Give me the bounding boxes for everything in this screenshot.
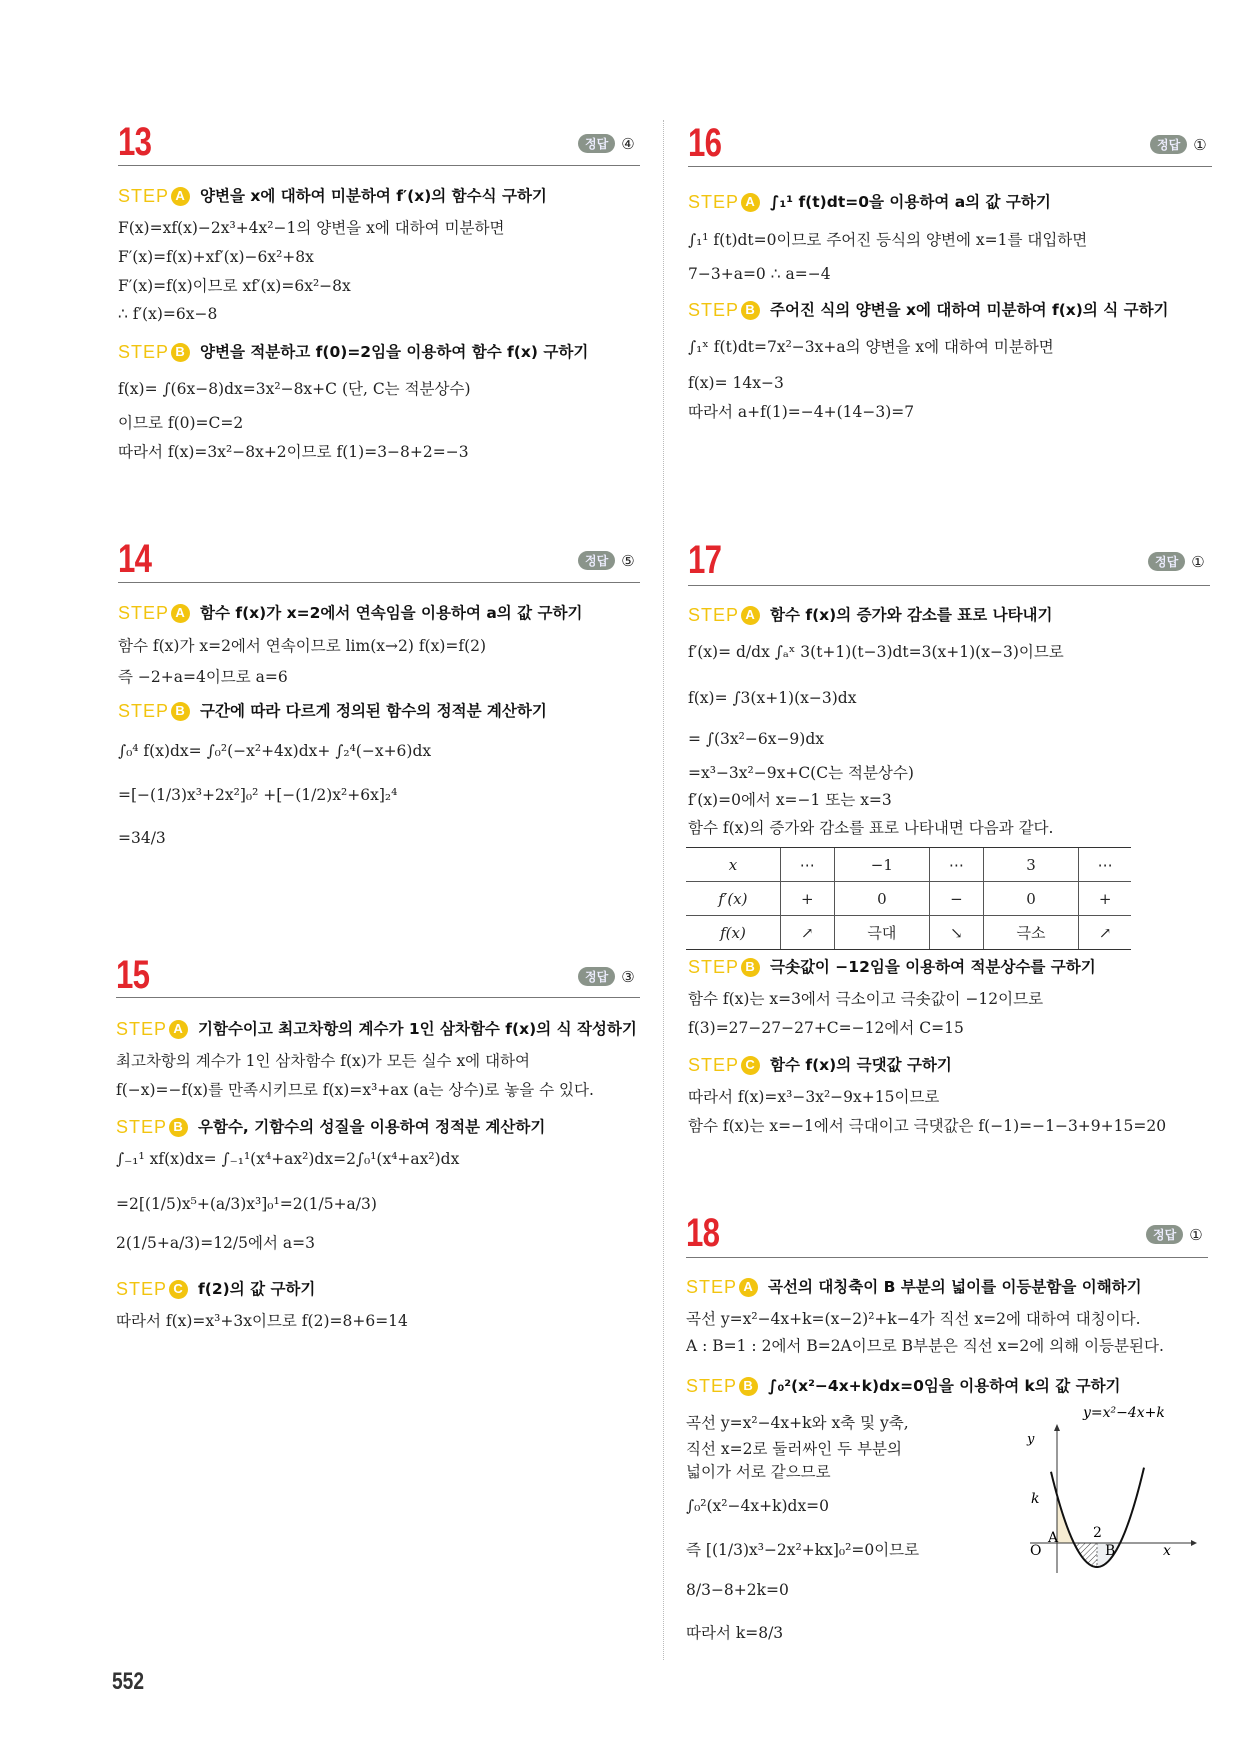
solution-line: =[−(1/3)x³+2x²]₀² +[−(1/2)x²+6x]₂⁴ [118, 786, 398, 804]
step-letter-icon: C [169, 1280, 188, 1299]
answer-badge: 정답 [1146, 1225, 1183, 1244]
solution-line: 따라서 a+f(1)=−4+(14−3)=7 [688, 403, 915, 421]
step-letter-icon: C [741, 1056, 760, 1075]
step-heading [688, 299, 1169, 321]
solution-line: ∫₁¹ f(t)dt=0이므로 주어진 등식의 양변에 x=1를 대입하면 [688, 231, 1088, 249]
step-word: STEP [118, 186, 170, 206]
step-letter-icon: B [741, 958, 760, 977]
step-word: STEP [688, 192, 740, 212]
solution-line: ∴ f′(x)=6x−8 [118, 305, 218, 323]
table-row [686, 916, 1131, 950]
step-title: ∫₀²(x²−4x+k)dx=0임을 이용하여 k의 값 구하기 [768, 1377, 1121, 1395]
step-heading [118, 185, 547, 207]
question-number: 17 [688, 538, 722, 582]
solution-line: f(−x)=−f(x)를 만족시키므로 f(x)=x³+ax (a는 상수)로 놓을 수 있다. [116, 1081, 594, 1099]
step-letter-icon: B [739, 1377, 758, 1396]
table-cell: 3 [983, 848, 1078, 882]
step-heading [118, 700, 547, 722]
section-rule [118, 165, 640, 166]
step-title: 주어진 식의 양변을 x에 대하여 미분하여 f(x)의 식 구하기 [770, 301, 1169, 319]
section-rule [116, 997, 640, 998]
table-cell: + [780, 882, 834, 916]
table-cell: 극소 [983, 916, 1078, 950]
step-tag [686, 1276, 758, 1298]
step-letter-icon: B [741, 301, 760, 320]
solution-line: ∫₀²(x²−4x+k)dx=0 [686, 1497, 830, 1515]
answer-indicator [1146, 1225, 1203, 1244]
answer-badge: 정답 [578, 967, 615, 986]
step-heading [116, 1116, 545, 1138]
step-letter-icon: A [171, 187, 190, 206]
step-heading [688, 956, 1096, 978]
table-cell: −1 [834, 848, 929, 882]
step-tag [118, 602, 190, 624]
solution-line: 이므로 f(0)=C=2 [118, 414, 244, 432]
solution-line: ∫₋₁¹ xf(x)dx= ∫₋₁¹(x⁴+ax²)dx=2∫₀¹(x⁴+ax²)dx [116, 1150, 460, 1168]
step-heading [118, 341, 588, 363]
answer-value: ① [1189, 1225, 1203, 1244]
step-tag [118, 341, 190, 363]
step-title: ∫₁¹ f(t)dt=0을 이용하여 a의 값 구하기 [770, 193, 1051, 211]
step-word: STEP [118, 701, 170, 721]
solution-line: 즉 [(1/3)x³−2x²+kx]₀²=0이므로 [686, 1541, 920, 1559]
answer-badge: 정답 [578, 134, 615, 153]
section-rule [688, 166, 1212, 167]
step-letter-icon: A [741, 606, 760, 625]
solution-line: 7−3+a=0 ∴ a=−4 [688, 265, 831, 283]
section-rule [118, 582, 640, 583]
column-divider [663, 120, 664, 1660]
table-cell: ⋯ [930, 848, 984, 882]
answer-value: ③ [621, 967, 635, 986]
answer-indicator [578, 967, 635, 986]
table-row [686, 848, 1131, 882]
table-cell: x [686, 848, 780, 882]
answer-indicator [578, 134, 635, 153]
table-cell: ↗ [780, 916, 834, 950]
step-letter-icon: B [171, 702, 190, 721]
answer-value: ⑤ [621, 551, 635, 570]
origin-label: O [1030, 1543, 1042, 1559]
increase-decrease-table [686, 847, 1131, 950]
step-heading [686, 1375, 1121, 1397]
step-tag [688, 604, 760, 626]
question-number: 15 [116, 953, 150, 997]
solution-line: 2(1/5+a/3)=12/5에서 a=3 [116, 1234, 315, 1252]
step-tag [116, 1116, 188, 1138]
table-cell: + [1079, 882, 1131, 916]
answer-badge: 정답 [578, 551, 615, 570]
y-axis-arrow-icon [1054, 1424, 1060, 1431]
solution-line: 함수 f(x)가 x=2에서 연속이므로 lim(x→2) f(x)=f(2) [118, 637, 487, 655]
solution-line: 따라서 f(x)=3x²−8x+2이므로 f(1)=3−8+2=−3 [118, 443, 469, 461]
x-axis-label: x [1163, 1543, 1171, 1559]
step-heading [686, 1276, 1142, 1298]
step-word: STEP [116, 1019, 168, 1039]
step-letter-icon: A [169, 1020, 188, 1039]
step-title: 기함수이고 최고차항의 계수가 1인 삼차함수 f(x)의 식 작성하기 [198, 1020, 637, 1038]
table-cell: ⋯ [780, 848, 834, 882]
step-letter-icon: B [171, 343, 190, 362]
question-number: 14 [118, 537, 152, 581]
solution-line: 최고차항의 계수가 1인 삼차함수 f(x)가 모든 실수 x에 대하여 [116, 1052, 530, 1070]
answer-value: ④ [621, 134, 635, 153]
step-letter-icon: A [739, 1278, 758, 1297]
solution-line: 넓이가 서로 같으므로 [686, 1463, 831, 1481]
step-heading [688, 191, 1051, 213]
step-title: 극솟값이 −12임을 이용하여 적분상수를 구하기 [770, 958, 1096, 976]
solution-line: 따라서 f(x)=x³+3x이므로 f(2)=8+6=14 [116, 1312, 408, 1330]
step-heading [116, 1278, 315, 1300]
step-word: STEP [118, 342, 170, 362]
table-cell: ↘ [930, 916, 984, 950]
x-axis-arrow-icon [1191, 1540, 1197, 1546]
solution-line: F(x)=xf(x)−2x³+4x²−1의 양변을 x에 대하여 미분하면 [118, 219, 505, 237]
region-a-label: A [1048, 1530, 1059, 1546]
answer-indicator [1148, 552, 1205, 571]
solution-line: f′(x)=0에서 x=−1 또는 x=3 [688, 791, 892, 809]
table-cell: f′(x) [686, 882, 780, 916]
solution-line: ∫₁ˣ f(t)dt=7x²−3x+a의 양변을 x에 대하여 미분하면 [688, 338, 1054, 356]
page-number: 552 [112, 1668, 145, 1695]
table-cell: ⋯ [1079, 848, 1131, 882]
solution-line: f(x)= ∫(6x−8)dx=3x²−8x+C (단, C는 적분상수) [118, 380, 471, 398]
step-title: f(2)의 값 구하기 [198, 1280, 316, 1298]
step-word: STEP [688, 1055, 740, 1075]
step-heading [688, 604, 1053, 626]
step-heading [118, 602, 582, 624]
solution-line: 따라서 f(x)=x³−3x²−9x+15이므로 [688, 1088, 940, 1106]
step-word: STEP [688, 957, 740, 977]
solution-line: =34/3 [118, 829, 166, 847]
solution-line: ∫₀⁴ f(x)dx= ∫₀²(−x²+4x)dx+ ∫₂⁴(−x+6)dx [118, 742, 432, 760]
step-title: 함수 f(x)가 x=2에서 연속임을 이용하여 a의 값 구하기 [200, 604, 583, 622]
parabola-graph [1025, 1405, 1200, 1580]
step-tag [118, 185, 190, 207]
step-letter-icon: B [169, 1118, 188, 1137]
answer-indicator [578, 551, 635, 570]
answer-badge: 정답 [1150, 135, 1187, 154]
step-letter-icon: A [171, 604, 190, 623]
solution-line: 즉 −2+a=4이므로 a=6 [118, 668, 288, 686]
step-letter-icon: A [741, 193, 760, 212]
solution-line: 8/3−8+2k=0 [686, 1581, 789, 1599]
solution-line: f(x)= 14x−3 [688, 374, 784, 392]
step-word: STEP [688, 605, 740, 625]
step-word: STEP [116, 1117, 168, 1137]
y-axis-label: y [1027, 1432, 1035, 1447]
step-title: 함수 f(x)의 극댓값 구하기 [770, 1056, 952, 1074]
step-tag [116, 1018, 188, 1040]
section-rule [688, 585, 1210, 586]
step-title: 구간에 따라 다르게 정의된 함수의 정적분 계산하기 [200, 702, 547, 720]
step-tag [118, 700, 190, 722]
table-cell: ↗ [1079, 916, 1131, 950]
step-title: 양변을 x에 대하여 미분하여 f′(x)의 함수식 구하기 [200, 187, 547, 205]
step-title: 함수 f(x)의 증가와 감소를 표로 나타내기 [770, 606, 1053, 624]
answer-value: ① [1193, 135, 1207, 154]
question-number: 13 [118, 120, 152, 164]
step-tag [686, 1375, 758, 1397]
table-row [686, 882, 1131, 916]
step-word: STEP [686, 1376, 738, 1396]
section-rule [686, 1257, 1208, 1258]
solution-line: 따라서 k=8/3 [686, 1624, 784, 1642]
question-number: 16 [688, 121, 722, 165]
table-cell: − [930, 882, 984, 916]
step-word: STEP [688, 300, 740, 320]
step-word: STEP [116, 1279, 168, 1299]
step-heading [688, 1054, 952, 1076]
step-tag [688, 1054, 760, 1076]
curve-label: y=x²−4x+k [1083, 1405, 1165, 1421]
step-tag [688, 956, 760, 978]
table-cell: 0 [834, 882, 929, 916]
step-word: STEP [118, 603, 170, 623]
solution-line: =x³−3x²−9x+C(C는 적분상수) [688, 764, 914, 782]
solution-line: F′(x)=f(x)이므로 xf′(x)=6x²−8x [118, 277, 351, 295]
table-cell: 0 [983, 882, 1078, 916]
solution-line: f(x)= ∫3(x+1)(x−3)dx [688, 689, 857, 707]
region-b-label: B [1105, 1543, 1116, 1559]
solution-line: 함수 f(x)는 x=−1에서 극대이고 극댓값은 f(−1)=−1−3+9+15=20 [688, 1117, 1167, 1135]
table-cell: 극대 [834, 916, 929, 950]
step-tag [688, 191, 760, 213]
solution-line: 함수 f(x)는 x=3에서 극소이고 극솟값이 −12이므로 [688, 990, 1044, 1008]
solution-line: A : B=1 : 2에서 B=2A이므로 B부분은 직선 x=2에 의해 이등분된다. [686, 1337, 1164, 1355]
step-title: 양변을 적분하고 f(0)=2임을 이용하여 함수 f(x) 구하기 [200, 343, 589, 361]
step-title: 우함수, 기함수의 성질을 이용하여 정적분 계산하기 [198, 1118, 546, 1136]
solution-line: F′(x)=f(x)+xf′(x)−6x²+8x [118, 248, 314, 266]
solution-line: 곡선 y=x²−4x+k와 x축 및 y축, [686, 1414, 909, 1432]
question-number: 18 [686, 1211, 720, 1255]
step-title: 곡선의 대칭축이 B 부분의 넓이를 이등분함을 이해하기 [768, 1278, 1142, 1296]
solution-line: = ∫(3x²−6x−9)dx [688, 730, 825, 748]
x-two-label: 2 [1093, 1525, 1102, 1541]
solution-line: 곡선 y=x²−4x+k=(x−2)²+k−4가 직선 x=2에 대하여 대칭이다. [686, 1310, 1141, 1328]
solution-line: 함수 f(x)의 증가와 감소를 표로 나타내면 다음과 같다. [688, 819, 1054, 837]
solution-line: =2[(1/5)x⁵+(a/3)x³]₀¹=2(1/5+a/3) [116, 1195, 377, 1213]
answer-badge: 정답 [1148, 552, 1185, 571]
step-tag [116, 1278, 188, 1300]
step-tag [688, 299, 760, 321]
k-label: k [1031, 1491, 1040, 1507]
region-b-hatched-half [1074, 1543, 1097, 1567]
solution-line: f′(x)= d/dx ∫ₐˣ 3(t+1)(t−3)dt=3(x+1)(x−3)이므로 [688, 643, 1064, 661]
solution-line: f(3)=27−27−27+C=−12에서 C=15 [688, 1019, 964, 1037]
answer-value: ① [1191, 552, 1205, 571]
solution-line: 직선 x=2로 둘러싸인 두 부분의 [686, 1440, 903, 1458]
table-cell: f(x) [686, 916, 780, 950]
step-word: STEP [686, 1277, 738, 1297]
answer-indicator [1150, 135, 1207, 154]
step-heading [116, 1018, 637, 1040]
